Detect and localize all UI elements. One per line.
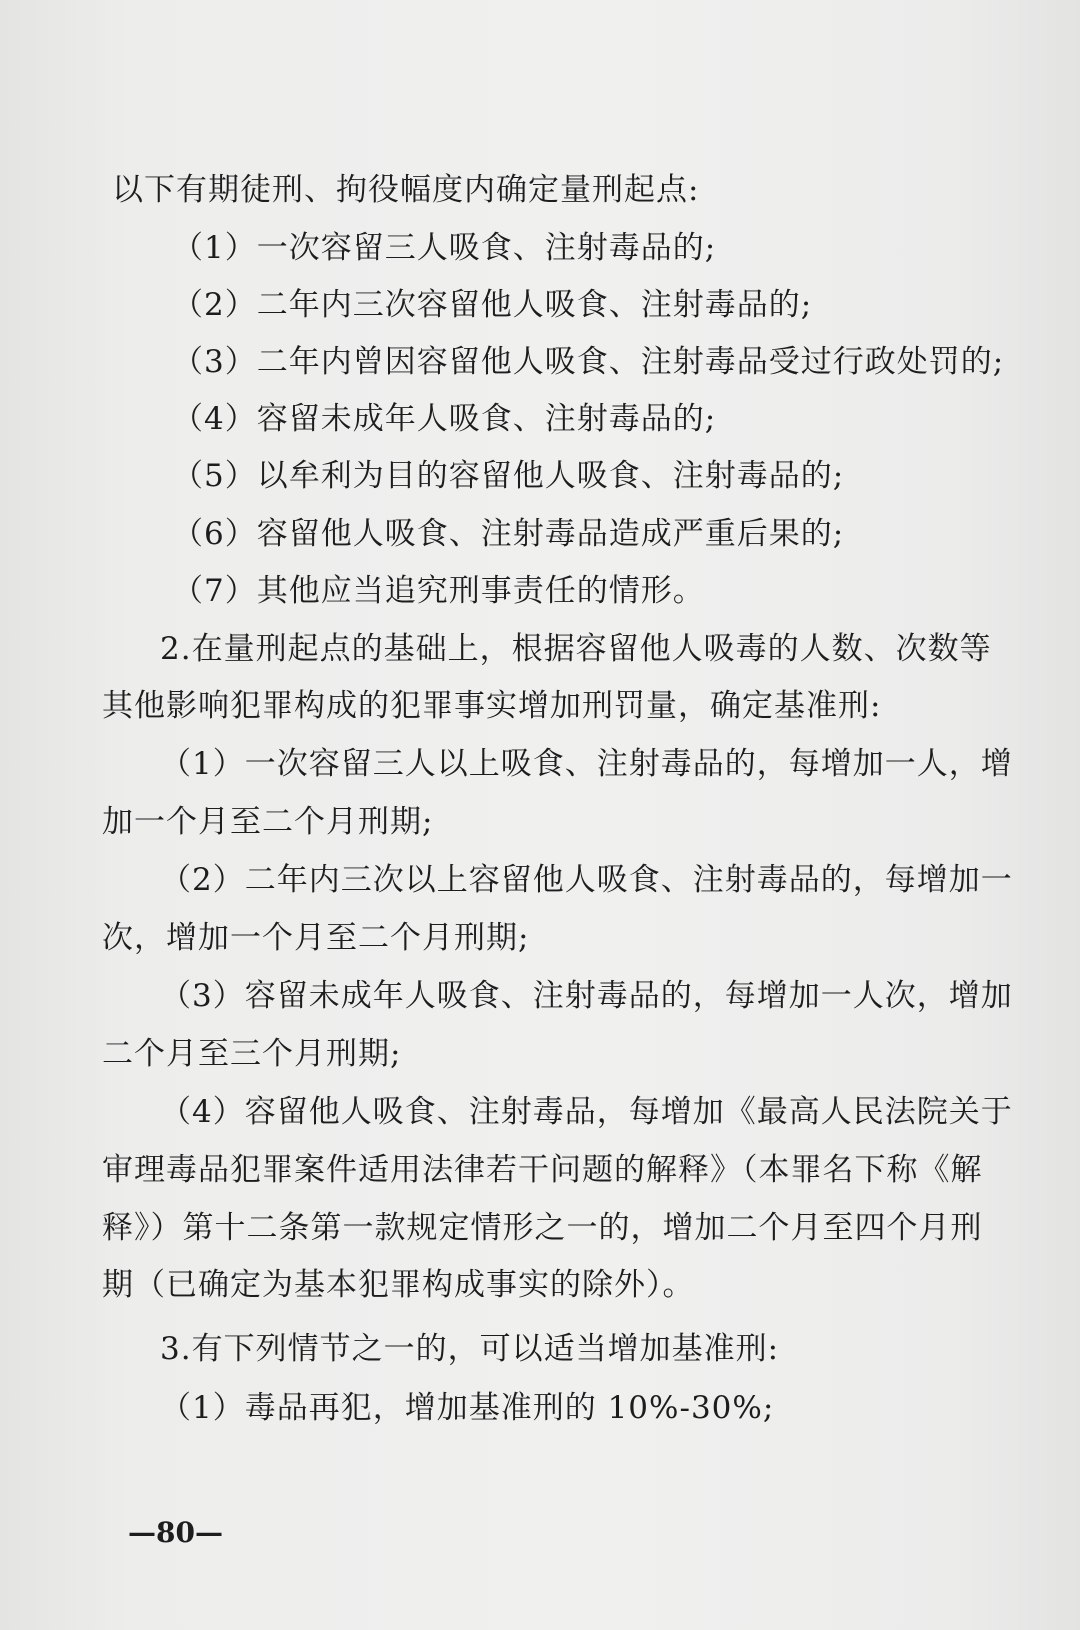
text-line-16: 二个月至三个月刑期; bbox=[102, 1036, 402, 1072]
text-line-18: 审理毒品犯罪案件适用法律若干问题的解释》（本罪名下称《解 bbox=[102, 1152, 983, 1188]
text-line-13: （2）二年内三次以上容留他人吸食、注射毒品的，每增加一 bbox=[160, 862, 1013, 898]
text-line-21: 3.有下列情节之一的，可以适当增加基准刑: bbox=[160, 1331, 780, 1367]
text-line-2: （1）一次容留三人吸食、注射毒品的; bbox=[172, 230, 717, 266]
text-line-17: （4）容留他人吸食、注射毒品，每增加《最高人民法院关于 bbox=[160, 1094, 1013, 1130]
text-line-15: （3）容留未成年人吸食、注射毒品的，每增加一人次，增加 bbox=[160, 978, 1013, 1014]
text-line-8: （7）其他应当追究刑事责任的情形。 bbox=[172, 573, 705, 609]
text-line-5: （4）容留未成年人吸食、注射毒品的; bbox=[172, 401, 717, 437]
page-number: —80— bbox=[128, 1516, 223, 1549]
text-line-7: （6）容留他人吸食、注射毒品造成严重后果的; bbox=[172, 516, 845, 552]
text-line-10: 其他影响犯罪构成的犯罪事实增加刑罚量，确定基准刑: bbox=[102, 688, 882, 724]
text-line-3: （2）二年内三次容留他人吸食、注射毒品的; bbox=[172, 287, 813, 323]
text-line-4: （3）二年内曾因容留他人吸食、注射毒品受过行政处罚的; bbox=[172, 344, 1005, 380]
text-line-11: （1）一次容留三人以上吸食、注射毒品的，每增加一人，增 bbox=[160, 746, 1013, 782]
text-line-1: 以下有期徒刑、拘役幅度内确定量刑起点: bbox=[112, 172, 700, 208]
text-line-22: （1）毒品再犯，增加基准刑的 10%-30%; bbox=[160, 1390, 775, 1426]
text-line-19: 释》）第十二条第一款规定情形之一的，增加二个月至四个月刑 bbox=[102, 1210, 983, 1246]
text-line-20: 期（已确定为基本犯罪构成事实的除外）。 bbox=[102, 1267, 695, 1303]
text-line-9: 2.在量刑起点的基础上，根据容留他人吸毒的人数、次数等 bbox=[160, 631, 992, 667]
text-line-12: 加一个月至二个月刑期; bbox=[102, 804, 434, 840]
text-line-6: （5）以牟利为目的容留他人吸食、注射毒品的; bbox=[172, 458, 845, 494]
text-line-14: 次，增加一个月至二个月刑期; bbox=[102, 920, 530, 956]
